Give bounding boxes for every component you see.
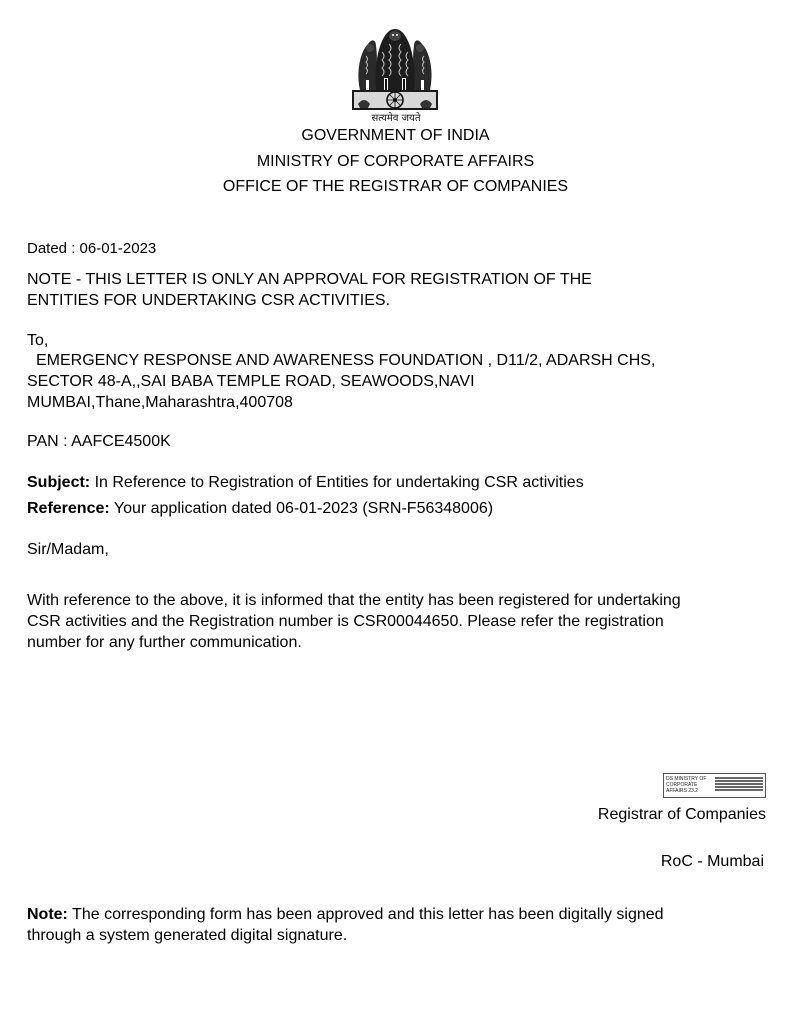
signature-stamp-text: DS MINISTRY OF CORPORATE AFFAIRS 23.2 [666,776,707,794]
subject-label: Subject: [27,474,91,491]
note-bottom-line1 [27,905,664,925]
body-line1: With reference to the above, it is informed that the entity has been registered for undertaking [27,592,681,609]
subject-line [27,473,584,493]
address-line3: MUMBAI,Thane,Maharashtra,400708 [27,394,293,411]
header-office: OFFICE OF THE REGISTRAR OF COMPANIES [222,178,569,195]
signatory-office: RoC - Mumbai [660,853,764,870]
signature-details [715,777,763,795]
emblem-motto: सत्यमेव जयते [371,113,421,124]
note-bottom-line2: through a system generated digital signature. [27,927,348,944]
header-government: GOVERNMENT OF INDIA [301,127,490,144]
signatory-title: Registrar of Companies [597,806,766,823]
subject-text: In Reference to Registration of Entities for undertaking CSR activities [90,474,584,491]
header-ministry: MINISTRY OF CORPORATE AFFAIRS [256,153,535,170]
pan-line: PAN : AAFCE4500K [27,433,171,450]
note-bottom-text1: The corresponding form has been approved and this letter has been digitally signed [67,906,664,923]
body-line3: number for any further communication. [27,634,302,651]
note-top-line2: ENTITIES FOR UNDERTAKING CSR ACTIVITIES. [27,292,391,309]
salutation: Sir/Madam, [27,541,109,558]
address-line1: EMERGENCY RESPONSE AND AWARENESS FOUNDATION , D11/2, ADARSH CHS, [36,352,656,369]
note-top-line1: NOTE - THIS LETTER IS ONLY AN APPROVAL FOR REGISTRATION OF THE [27,271,592,288]
reference-line [27,499,493,519]
digital-signature-stamp [663,773,766,798]
reference-label: Reference: [27,500,110,517]
address-to: To, [27,332,49,349]
body-line2: CSR activities and the Registration number is CSR00044650. Please refer the registration [27,613,664,630]
address-line2: SECTOR 48-A,,SAI BABA TEMPLE ROAD, SEAWOODS,NAVI [27,373,475,390]
note-bottom-label: Note: [27,906,68,923]
date-line: Dated : 06-01-2023 [27,240,157,257]
reference-text: Your application dated 06-01-2023 (SRN-F56348006) [109,500,494,517]
